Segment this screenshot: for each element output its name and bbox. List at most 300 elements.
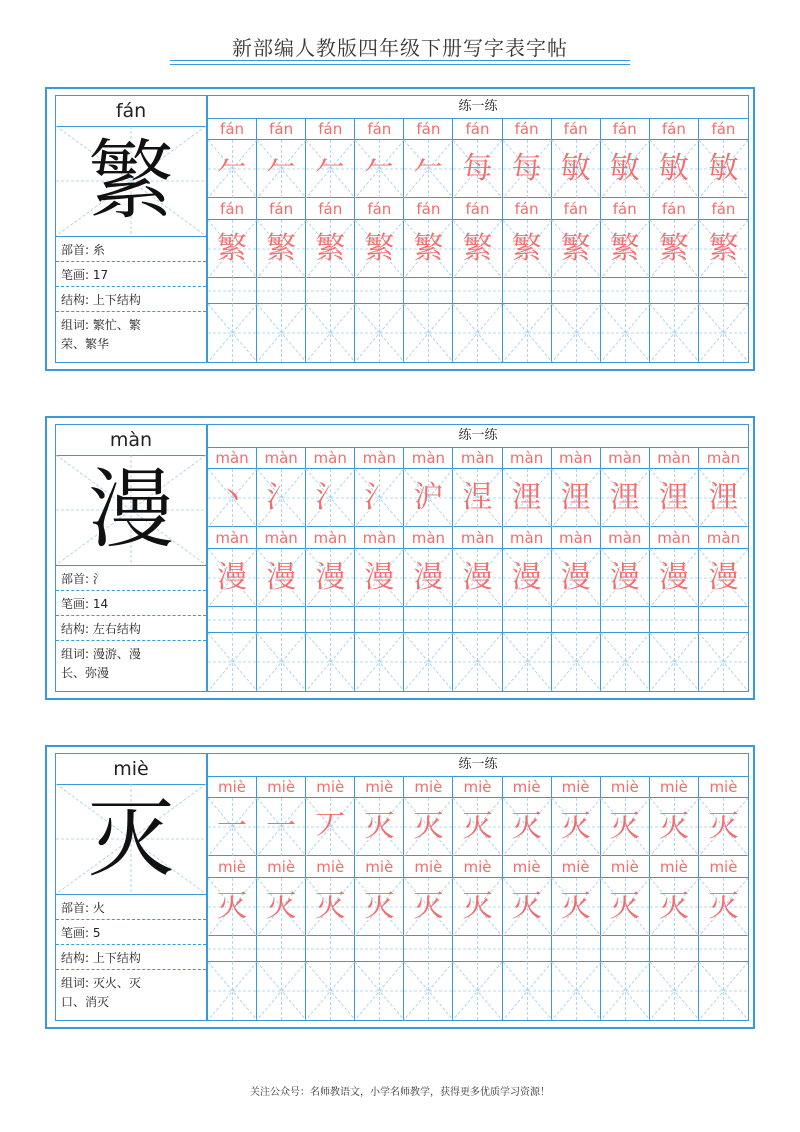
title-rule <box>170 64 630 65</box>
stroke-order-cell <box>699 549 748 607</box>
stroke-order-character: 灭 <box>462 889 493 924</box>
blank-pinyin-cell[interactable] <box>601 278 650 304</box>
stroke-order-character: 丆 <box>315 809 346 844</box>
pinyin-guide-cell: màn <box>257 527 306 549</box>
info-structure-value: 上下结构 <box>92 951 141 965</box>
pinyin-guide-cell: màn <box>699 447 748 469</box>
pinyin-guide-cell: màn <box>552 527 601 549</box>
stroke-order-character: 灭 <box>511 809 542 844</box>
stroke-order-cell <box>404 798 453 856</box>
pinyin-guide-cell: màn <box>552 447 601 469</box>
pinyin-guide-cell: miè <box>355 776 404 798</box>
info-radical-value: 火 <box>92 901 105 915</box>
stroke-order-character: 繁 <box>560 231 591 266</box>
info-structure-label: 结构: <box>61 951 93 965</box>
stroke-order-cell <box>601 220 650 278</box>
stroke-order-character: 丶 <box>217 480 248 515</box>
blank-writing-cell[interactable] <box>650 633 699 691</box>
footer-text: 关注公众号：名师教语文，小学名师教学，获得更多优质学习资源！ <box>250 1087 550 1098</box>
stroke-order-character: 繁 <box>609 231 640 266</box>
blank-writing-cell[interactable] <box>699 962 748 1020</box>
stroke-order-cell <box>601 878 650 936</box>
blank-pinyin-cell[interactable] <box>453 607 502 633</box>
stroke-order-cell <box>650 140 699 198</box>
info-words-line2: 长、弥漫 <box>61 666 110 680</box>
stroke-order-cell <box>306 220 355 278</box>
pinyin-guide-cell: màn <box>650 527 699 549</box>
pinyin-guide-cell: miè <box>503 776 552 798</box>
stroke-order-cell <box>208 469 257 527</box>
pinyin-guide-cell: fán <box>650 118 699 140</box>
pinyin-guide-cell: fán <box>257 118 306 140</box>
stroke-order-character: 繁 <box>511 231 542 266</box>
info-structure-label: 结构: <box>61 293 93 307</box>
blank-writing-cell[interactable] <box>208 633 257 691</box>
info-radical-value: 糸 <box>92 243 105 257</box>
stroke-order-cell <box>257 140 306 198</box>
title-rule <box>170 60 630 61</box>
blank-writing-cell[interactable] <box>699 633 748 691</box>
stroke-order-cell <box>355 469 404 527</box>
stroke-order-character: 繁 <box>658 231 689 266</box>
pinyin-label: màn <box>56 425 206 456</box>
blank-pinyin-cell[interactable] <box>503 607 552 633</box>
blank-writing-cell[interactable] <box>453 962 502 1020</box>
pinyin-guide-cell: fán <box>355 198 404 220</box>
stroke-order-character: 浬 <box>560 480 591 515</box>
stroke-order-character: 灭 <box>708 889 739 924</box>
pinyin-guide-cell: fán <box>650 198 699 220</box>
pinyin-guide-cell: fán <box>404 118 453 140</box>
practice-grid <box>207 753 749 1021</box>
info-words <box>56 316 206 360</box>
stroke-order-character: 敏 <box>560 151 591 186</box>
blank-writing-cell[interactable] <box>257 633 306 691</box>
big-character-box <box>56 126 206 237</box>
stroke-order-character: 浬 <box>658 480 689 515</box>
pinyin-guide-cell: miè <box>552 856 601 878</box>
stroke-order-character: 灭 <box>364 889 395 924</box>
blank-writing-cell[interactable] <box>503 962 552 1020</box>
blank-writing-cell[interactable] <box>601 304 650 362</box>
stroke-order-character: 灭 <box>217 889 248 924</box>
stroke-order-cell <box>699 798 748 856</box>
stroke-order-character: 敏 <box>609 151 640 186</box>
stroke-order-character: 漫 <box>462 560 493 595</box>
blank-pinyin-cell[interactable] <box>306 936 355 962</box>
blank-pinyin-cell[interactable] <box>699 607 748 633</box>
pinyin-guide-cell: miè <box>355 856 404 878</box>
pinyin-guide-cell: fán <box>601 198 650 220</box>
pinyin-guide-cell: màn <box>404 447 453 469</box>
stroke-order-cell <box>404 140 453 198</box>
stroke-order-cell <box>355 878 404 936</box>
stroke-order-character: 一 <box>266 809 297 844</box>
stroke-order-cell <box>650 878 699 936</box>
info-strokes-value: 14 <box>92 597 109 611</box>
blank-writing-cell[interactable] <box>699 304 748 362</box>
stroke-order-cell <box>699 878 748 936</box>
blank-pinyin-cell[interactable] <box>552 936 601 962</box>
info-strokes <box>56 921 206 945</box>
stroke-order-cell <box>552 469 601 527</box>
stroke-order-character: 漫 <box>560 560 591 595</box>
stroke-order-character: 灭 <box>560 889 591 924</box>
blank-writing-cell[interactable] <box>552 304 601 362</box>
pinyin-guide-cell: fán <box>601 118 650 140</box>
pinyin-guide-cell: fán <box>453 198 502 220</box>
pinyin-guide-cell: màn <box>404 527 453 549</box>
pinyin-guide-cell: miè <box>306 856 355 878</box>
pinyin-guide-cell: fán <box>552 198 601 220</box>
info-structure <box>56 946 206 970</box>
stroke-order-cell <box>257 220 306 278</box>
blank-writing-cell[interactable] <box>650 304 699 362</box>
pinyin-guide-cell: fán <box>355 118 404 140</box>
stroke-order-cell <box>306 469 355 527</box>
stroke-order-character: 灭 <box>364 809 395 844</box>
info-words-line2: 口、消灭 <box>61 995 110 1009</box>
stroke-order-cell <box>257 878 306 936</box>
stroke-order-cell <box>552 220 601 278</box>
blank-pinyin-cell[interactable] <box>453 936 502 962</box>
blank-writing-cell[interactable] <box>453 633 502 691</box>
info-words-label: 组词: <box>61 976 93 990</box>
character-card-màn <box>45 416 755 700</box>
blank-pinyin-cell[interactable] <box>306 607 355 633</box>
stroke-order-cell <box>503 549 552 607</box>
blank-writing-cell[interactable] <box>404 962 453 1020</box>
pinyin-guide-cell: màn <box>257 447 306 469</box>
stroke-order-cell <box>306 140 355 198</box>
stroke-order-character: 氵 <box>315 480 346 515</box>
stroke-order-character: 漫 <box>266 560 297 595</box>
stroke-order-character: 浬 <box>708 480 739 515</box>
blank-writing-cell[interactable] <box>355 633 404 691</box>
stroke-order-character: 灭 <box>266 889 297 924</box>
stroke-order-character: 繁 <box>217 231 248 266</box>
info-words <box>56 974 206 1018</box>
info-structure-value: 上下结构 <box>92 293 141 307</box>
pinyin-guide-cell: fán <box>404 198 453 220</box>
stroke-order-character: 繁 <box>462 231 493 266</box>
info-structure <box>56 617 206 641</box>
blank-pinyin-cell[interactable] <box>453 278 502 304</box>
stroke-order-cell <box>552 798 601 856</box>
blank-writing-cell[interactable] <box>404 304 453 362</box>
blank-pinyin-cell[interactable] <box>503 936 552 962</box>
pinyin-guide-cell: màn <box>355 527 404 549</box>
blank-writing-cell[interactable] <box>355 962 404 1020</box>
stroke-order-character: 𠂉 <box>315 151 346 186</box>
info-words-line1: 繁忙、繁 <box>92 318 141 332</box>
info-radical-label: 部首: <box>61 572 93 586</box>
pinyin-guide-cell: màn <box>208 527 257 549</box>
info-radical-label: 部首: <box>61 901 93 915</box>
stroke-order-character: 灭 <box>560 809 591 844</box>
info-structure-value: 左右结构 <box>92 622 141 636</box>
stroke-order-cell <box>650 220 699 278</box>
stroke-order-character: 敏 <box>658 151 689 186</box>
pinyin-guide-cell: miè <box>257 856 306 878</box>
stroke-order-cell <box>503 220 552 278</box>
pinyin-guide-cell: miè <box>699 776 748 798</box>
big-character-box <box>56 455 206 566</box>
stroke-order-character: 灭 <box>658 889 689 924</box>
blank-writing-cell[interactable] <box>601 633 650 691</box>
blank-pinyin-cell[interactable] <box>404 607 453 633</box>
info-strokes-label: 笔画: <box>61 926 93 940</box>
stroke-order-character: 灭 <box>609 809 640 844</box>
stroke-order-character: 漫 <box>708 560 739 595</box>
pinyin-guide-cell: màn <box>601 527 650 549</box>
pinyin-guide-cell: fán <box>306 198 355 220</box>
pinyin-guide-cell: fán <box>208 198 257 220</box>
info-structure <box>56 288 206 312</box>
pinyin-guide-cell: miè <box>208 776 257 798</box>
pinyin-guide-cell: miè <box>552 776 601 798</box>
stroke-order-character: 繁 <box>708 231 739 266</box>
pinyin-guide-cell: miè <box>208 856 257 878</box>
stroke-order-cell <box>650 469 699 527</box>
stroke-order-character: 灭 <box>462 809 493 844</box>
blank-writing-cell[interactable] <box>355 304 404 362</box>
stroke-order-cell <box>699 220 748 278</box>
info-words-line2: 荣、繁华 <box>61 337 110 351</box>
info-words-label: 组词: <box>61 318 93 332</box>
info-strokes-label: 笔画: <box>61 268 93 282</box>
character-card-fán <box>45 87 755 371</box>
stroke-order-character: 敏 <box>708 151 739 186</box>
stroke-order-character: 漫 <box>217 560 248 595</box>
stroke-order-character: 繁 <box>315 231 346 266</box>
stroke-order-cell <box>453 469 502 527</box>
stroke-order-character: 一 <box>217 809 248 844</box>
blank-pinyin-cell[interactable] <box>699 936 748 962</box>
stroke-order-cell <box>404 878 453 936</box>
stroke-order-character: 灭 <box>413 889 444 924</box>
stroke-order-character: 𠂉 <box>217 151 248 186</box>
stroke-order-cell <box>208 798 257 856</box>
blank-pinyin-cell[interactable] <box>552 278 601 304</box>
practice-grid <box>207 95 749 363</box>
stroke-order-cell <box>306 878 355 936</box>
blank-pinyin-cell[interactable] <box>404 278 453 304</box>
info-words-line1: 漫游、漫 <box>92 647 141 661</box>
stroke-order-character: 灭 <box>658 809 689 844</box>
stroke-order-character: 繁 <box>413 231 444 266</box>
blank-writing-cell[interactable] <box>503 304 552 362</box>
stroke-order-cell <box>257 469 306 527</box>
stroke-order-cell <box>306 549 355 607</box>
blank-writing-cell[interactable] <box>257 304 306 362</box>
blank-pinyin-cell[interactable] <box>257 278 306 304</box>
pinyin-guide-cell: fán <box>699 118 748 140</box>
stroke-order-character: 氵 <box>266 480 297 515</box>
blank-pinyin-cell[interactable] <box>257 607 306 633</box>
stroke-order-cell <box>453 220 502 278</box>
stroke-order-cell <box>601 469 650 527</box>
info-structure-label: 结构: <box>61 622 93 636</box>
blank-writing-cell[interactable] <box>208 304 257 362</box>
blank-writing-cell[interactable] <box>257 962 306 1020</box>
stroke-order-cell <box>208 140 257 198</box>
pinyin-guide-cell: màn <box>306 527 355 549</box>
pinyin-guide-cell: miè <box>503 856 552 878</box>
stroke-order-cell <box>503 878 552 936</box>
stroke-order-cell <box>601 798 650 856</box>
pinyin-guide-cell: miè <box>404 776 453 798</box>
pinyin-guide-cell: màn <box>503 527 552 549</box>
stroke-order-character: 漫 <box>315 560 346 595</box>
blank-writing-cell[interactable] <box>306 304 355 362</box>
stroke-order-cell <box>355 549 404 607</box>
stroke-order-character: 漫 <box>511 560 542 595</box>
pinyin-guide-cell: miè <box>601 776 650 798</box>
blank-pinyin-cell[interactable] <box>404 936 453 962</box>
stroke-order-cell <box>208 220 257 278</box>
stroke-order-cell <box>552 549 601 607</box>
stroke-order-character: 涅 <box>462 480 493 515</box>
blank-writing-cell[interactable] <box>503 633 552 691</box>
pinyin-guide-cell: màn <box>503 447 552 469</box>
stroke-order-character: 灭 <box>511 889 542 924</box>
pinyin-guide-cell: màn <box>453 447 502 469</box>
practice-header: 练一练 <box>208 754 748 777</box>
blank-writing-cell[interactable] <box>601 962 650 1020</box>
info-strokes-value: 17 <box>92 268 109 282</box>
character-info-panel <box>55 95 207 363</box>
blank-pinyin-cell[interactable] <box>257 936 306 962</box>
pinyin-guide-cell: miè <box>601 856 650 878</box>
blank-pinyin-cell[interactable] <box>650 936 699 962</box>
blank-pinyin-cell[interactable] <box>601 936 650 962</box>
stroke-order-character: 漫 <box>413 560 444 595</box>
info-strokes <box>56 263 206 287</box>
stroke-order-character: 繁 <box>266 231 297 266</box>
info-radical <box>56 896 206 920</box>
stroke-order-cell <box>453 140 502 198</box>
stroke-order-cell <box>601 140 650 198</box>
blank-pinyin-cell[interactable] <box>552 607 601 633</box>
blank-pinyin-cell[interactable] <box>601 607 650 633</box>
stroke-order-character: 灭 <box>708 809 739 844</box>
blank-pinyin-cell[interactable] <box>699 278 748 304</box>
pinyin-guide-cell: miè <box>453 856 502 878</box>
stroke-order-cell <box>503 469 552 527</box>
info-radical <box>56 567 206 591</box>
stroke-order-character: 漫 <box>364 560 395 595</box>
stroke-order-character: 灭 <box>609 889 640 924</box>
page-title: 新部编人教版四年级下册写字表字帖 <box>232 36 568 60</box>
blank-writing-cell[interactable] <box>552 962 601 1020</box>
pinyin-guide-cell: fán <box>503 198 552 220</box>
blank-pinyin-cell[interactable] <box>650 278 699 304</box>
big-character: 漫 <box>88 460 174 560</box>
stroke-order-cell <box>503 798 552 856</box>
stroke-order-cell <box>699 140 748 198</box>
stroke-order-cell <box>355 798 404 856</box>
stroke-order-cell <box>208 549 257 607</box>
blank-writing-cell[interactable] <box>306 633 355 691</box>
stroke-order-character: 浬 <box>609 480 640 515</box>
pinyin-guide-cell: miè <box>699 856 748 878</box>
character-info-panel <box>55 753 207 1021</box>
stroke-order-character: 每 <box>462 151 493 186</box>
pinyin-guide-cell: màn <box>453 527 502 549</box>
stroke-order-cell <box>404 220 453 278</box>
info-words <box>56 645 206 689</box>
big-character: 繁 <box>88 131 174 231</box>
stroke-order-cell <box>453 549 502 607</box>
blank-pinyin-cell[interactable] <box>355 278 404 304</box>
stroke-order-character: 每 <box>511 151 542 186</box>
pinyin-guide-cell: màn <box>306 447 355 469</box>
pinyin-guide-cell: fán <box>503 118 552 140</box>
stroke-order-character: 繁 <box>364 231 395 266</box>
pinyin-guide-cell: màn <box>601 447 650 469</box>
stroke-order-cell <box>257 549 306 607</box>
info-radical-label: 部首: <box>61 243 93 257</box>
stroke-order-character: 漫 <box>609 560 640 595</box>
big-character-box <box>56 784 206 895</box>
blank-pinyin-cell[interactable] <box>208 278 257 304</box>
stroke-order-cell <box>650 798 699 856</box>
stroke-order-cell <box>453 878 502 936</box>
stroke-order-cell <box>355 220 404 278</box>
blank-pinyin-cell[interactable] <box>208 607 257 633</box>
blank-pinyin-cell[interactable] <box>306 278 355 304</box>
pinyin-guide-cell: miè <box>650 856 699 878</box>
stroke-order-character: 沪 <box>413 480 444 515</box>
stroke-order-character: 氵 <box>364 480 395 515</box>
practice-header: 练一练 <box>208 425 748 448</box>
blank-writing-cell[interactable] <box>650 962 699 1020</box>
blank-pinyin-cell[interactable] <box>355 936 404 962</box>
info-words-label: 组词: <box>61 647 93 661</box>
pinyin-label: fán <box>56 96 206 127</box>
blank-writing-cell[interactable] <box>552 633 601 691</box>
blank-pinyin-cell[interactable] <box>650 607 699 633</box>
pinyin-label: miè <box>56 754 206 785</box>
stroke-order-cell <box>257 798 306 856</box>
practice-header: 练一练 <box>208 96 748 119</box>
blank-pinyin-cell[interactable] <box>208 936 257 962</box>
blank-writing-cell[interactable] <box>306 962 355 1020</box>
stroke-order-cell <box>306 798 355 856</box>
blank-writing-cell[interactable] <box>208 962 257 1020</box>
pinyin-guide-cell: miè <box>650 776 699 798</box>
practice-grid <box>207 424 749 692</box>
blank-pinyin-cell[interactable] <box>355 607 404 633</box>
stroke-order-cell <box>208 878 257 936</box>
info-words-line1: 灭火、灭 <box>92 976 141 990</box>
pinyin-guide-cell: fán <box>699 198 748 220</box>
info-strokes <box>56 592 206 616</box>
stroke-order-cell <box>699 469 748 527</box>
blank-writing-cell[interactable] <box>453 304 502 362</box>
stroke-order-cell <box>355 140 404 198</box>
pinyin-guide-cell: màn <box>650 447 699 469</box>
stroke-order-character: 漫 <box>658 560 689 595</box>
blank-pinyin-cell[interactable] <box>503 278 552 304</box>
stroke-order-character: 浬 <box>511 480 542 515</box>
character-info-panel <box>55 424 207 692</box>
stroke-order-cell <box>552 140 601 198</box>
blank-writing-cell[interactable] <box>404 633 453 691</box>
pinyin-guide-cell: màn <box>355 447 404 469</box>
pinyin-guide-cell: fán <box>208 118 257 140</box>
